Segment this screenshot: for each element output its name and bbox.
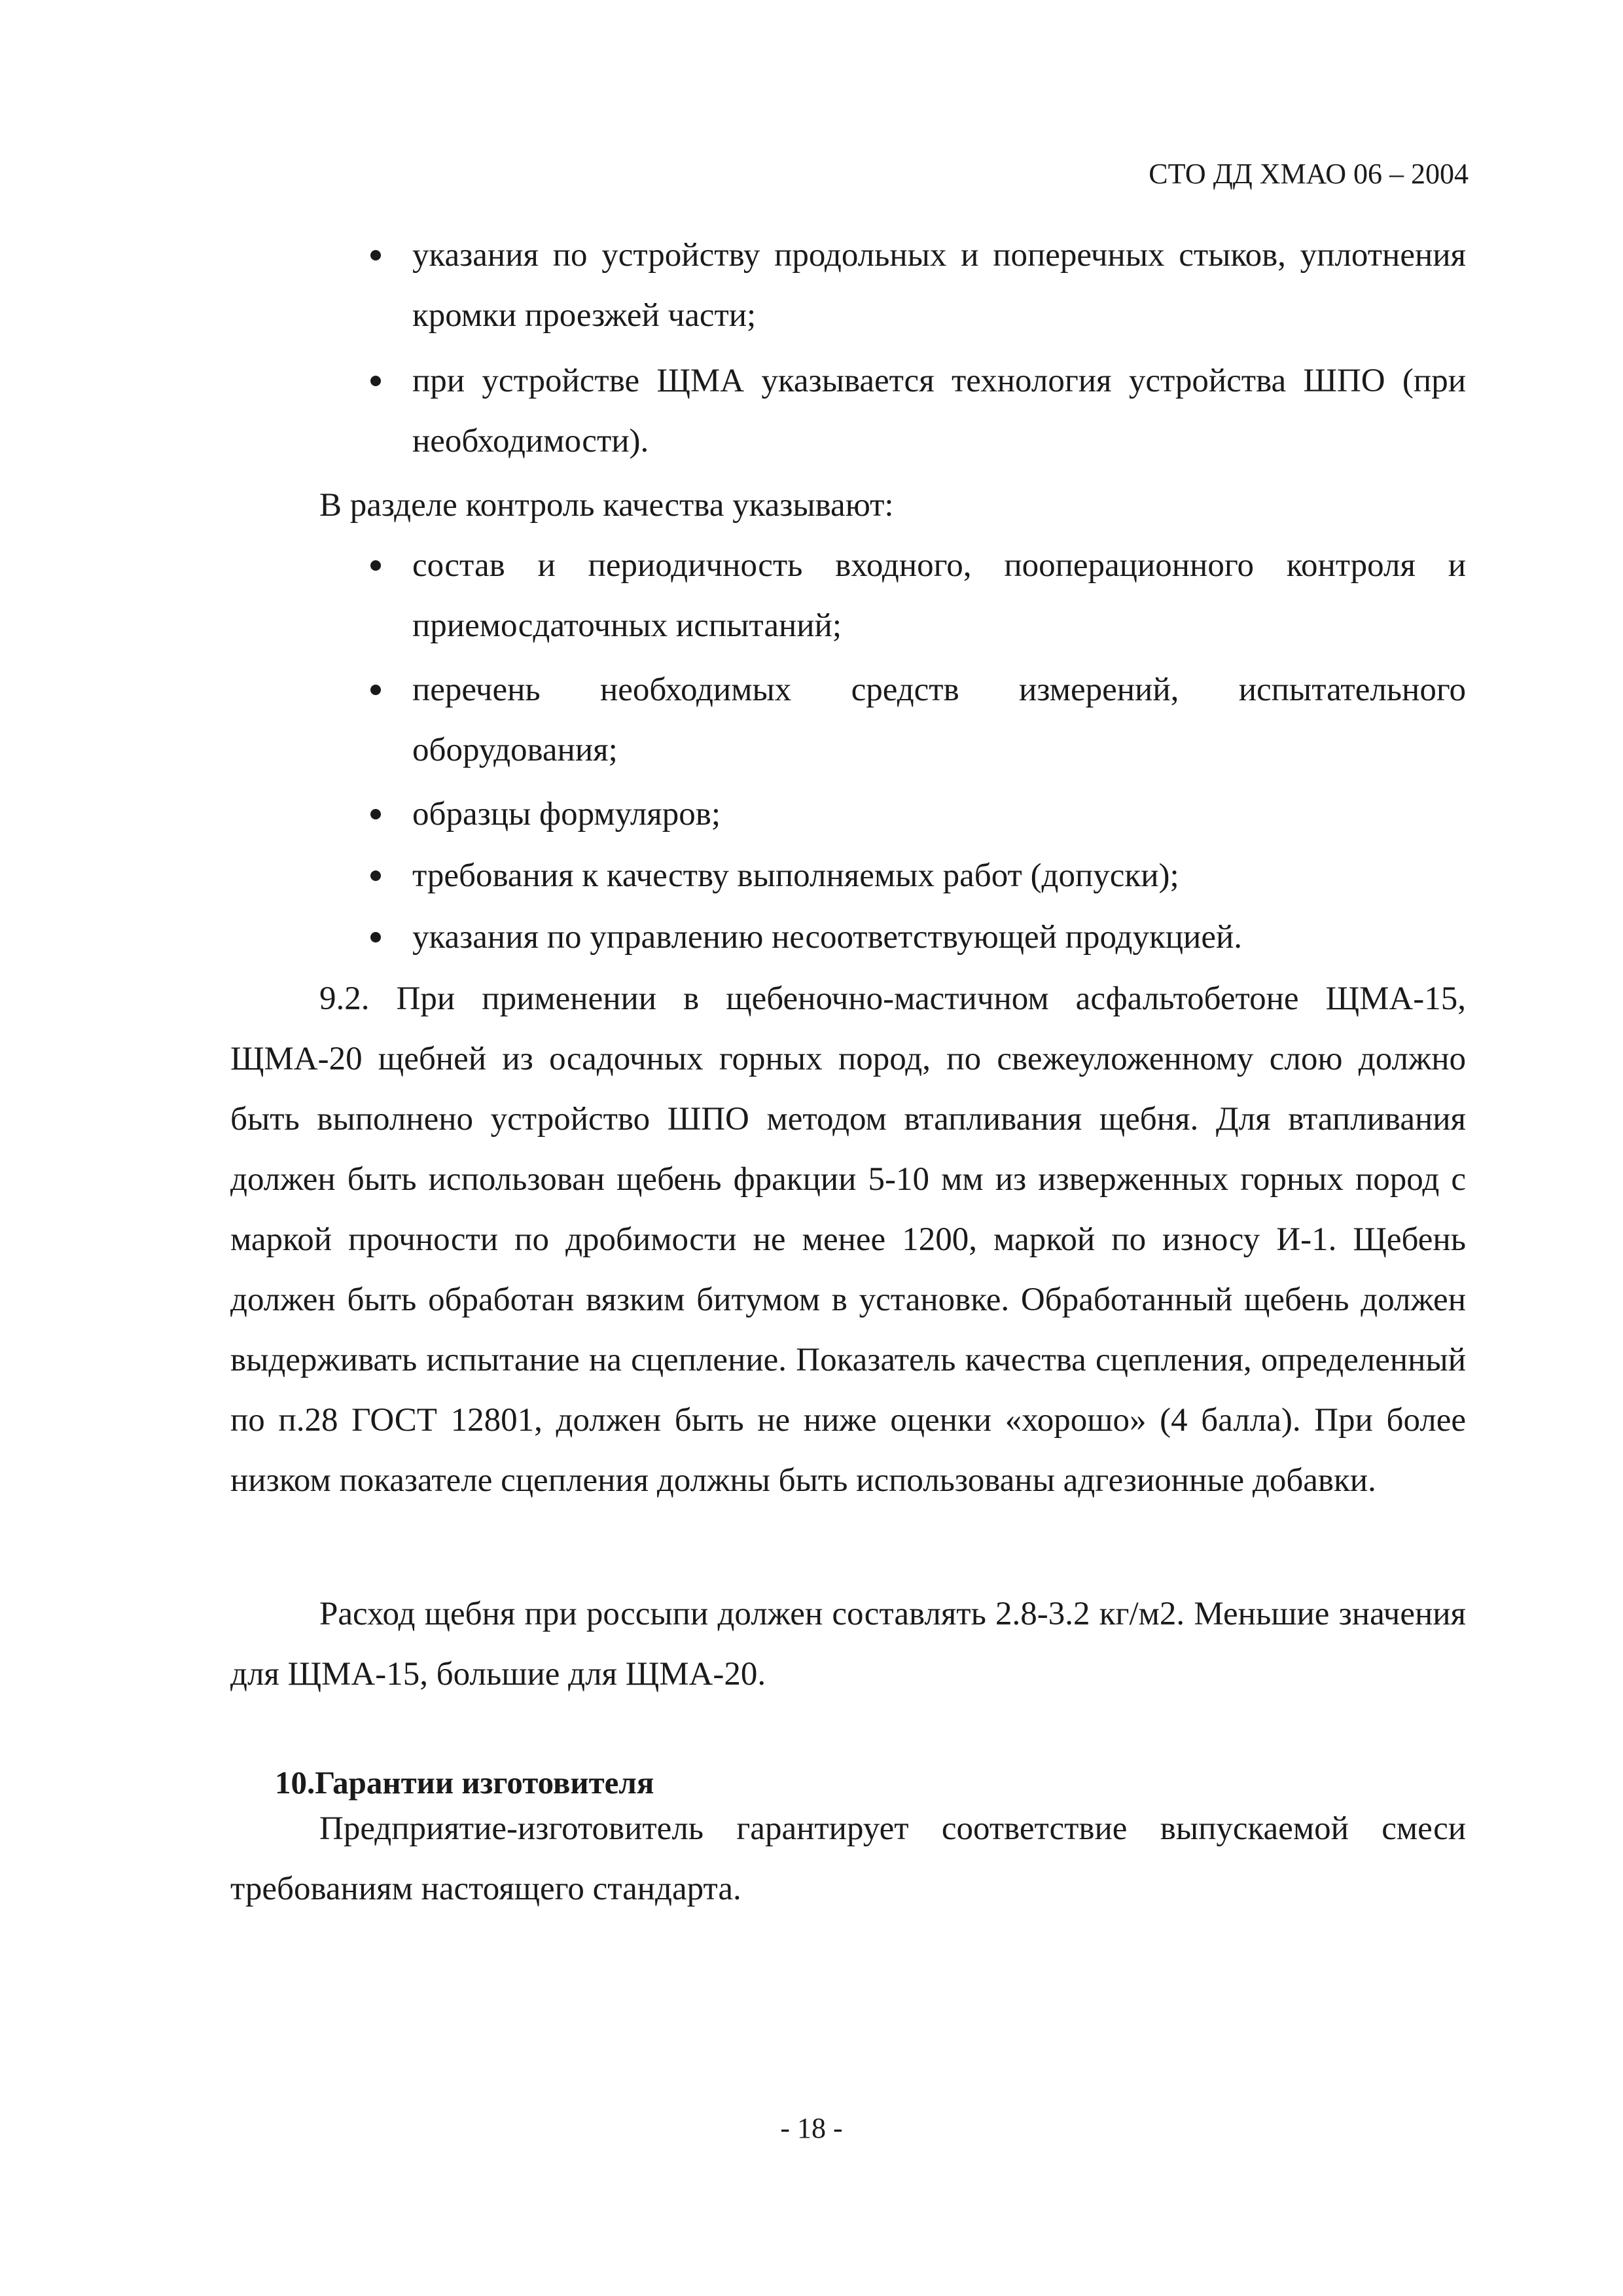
bullet-icon — [370, 250, 381, 260]
list-item-text: требования к качеству выполняемых работ (допуски); — [412, 857, 1179, 894]
paragraph-9-2: 9.2. При применении в щебеночно-мастичном асфальтобетоне ЩМА-15, ЩМА-20 щебней из осадочных горных пород, по свежеуложенному слою должно быть выполнено устройство ШПО методом втапливания щебня. Для втапливания должен быть использован щебень фракции 5-10 мм из изверженных горных пород с маркой прочности по дробимости не менее 1200, маркой по износу И-1. Щебень должен быть обработан вязким битумом в установке. Обработанный щебень должен выдерживать испытание на сцепление. Показатель качества сцепления, определенный по п.28 ГОСТ 12801, должен быть не ниже оценки «хорошо» (4 балла). При более низком показателе сцепления должны быть использованы адгезионные добавки. — [230, 980, 1466, 1499]
bullet-icon — [370, 376, 381, 386]
bullet-icon — [370, 685, 381, 695]
list-item-text: перечень необходимых средств измерений, испытательного оборудования; — [412, 672, 1466, 768]
bullet-icon — [370, 809, 381, 819]
quality-section-intro: В разделе контроль качества указывают: — [319, 487, 894, 524]
bullet-icon — [370, 932, 381, 942]
section-10-text: Предприятие-изготовитель гарантирует соответствие выпускаемой смеси требованиям настоящего стандарта. — [230, 1810, 1466, 1907]
list-item-text: образцы формуляров; — [412, 796, 721, 833]
list-item-text: указания по устройству продольных и поперечных стыков, уплотнения кромки проезжей части; — [412, 237, 1466, 334]
bullet-icon — [370, 870, 381, 881]
list-item-text: при устройстве ЩМА указывается технология устройства ШПО (при необходимости). — [412, 363, 1466, 459]
section-heading: 10.Гарантии изготовителя — [275, 1765, 654, 1801]
list-item-text: состав и периодичность входного, пооперационного контроля и приемосдаточных испытаний; — [412, 547, 1466, 644]
bullet-icon — [370, 560, 381, 571]
list-item-text: указания по управлению несоответствующей продукцией. — [412, 919, 1243, 956]
page-number: - 18 - — [780, 2112, 843, 2144]
document-code-header: СТО ДД ХМАО 06 – 2004 — [1149, 158, 1469, 190]
paragraph-consumption: Расход щебня при россыпи должен составлять 2.8-3.2 кг/м2. Меньшие значения для ЩМА-15, большие для ЩМА-20. — [230, 1596, 1466, 1693]
